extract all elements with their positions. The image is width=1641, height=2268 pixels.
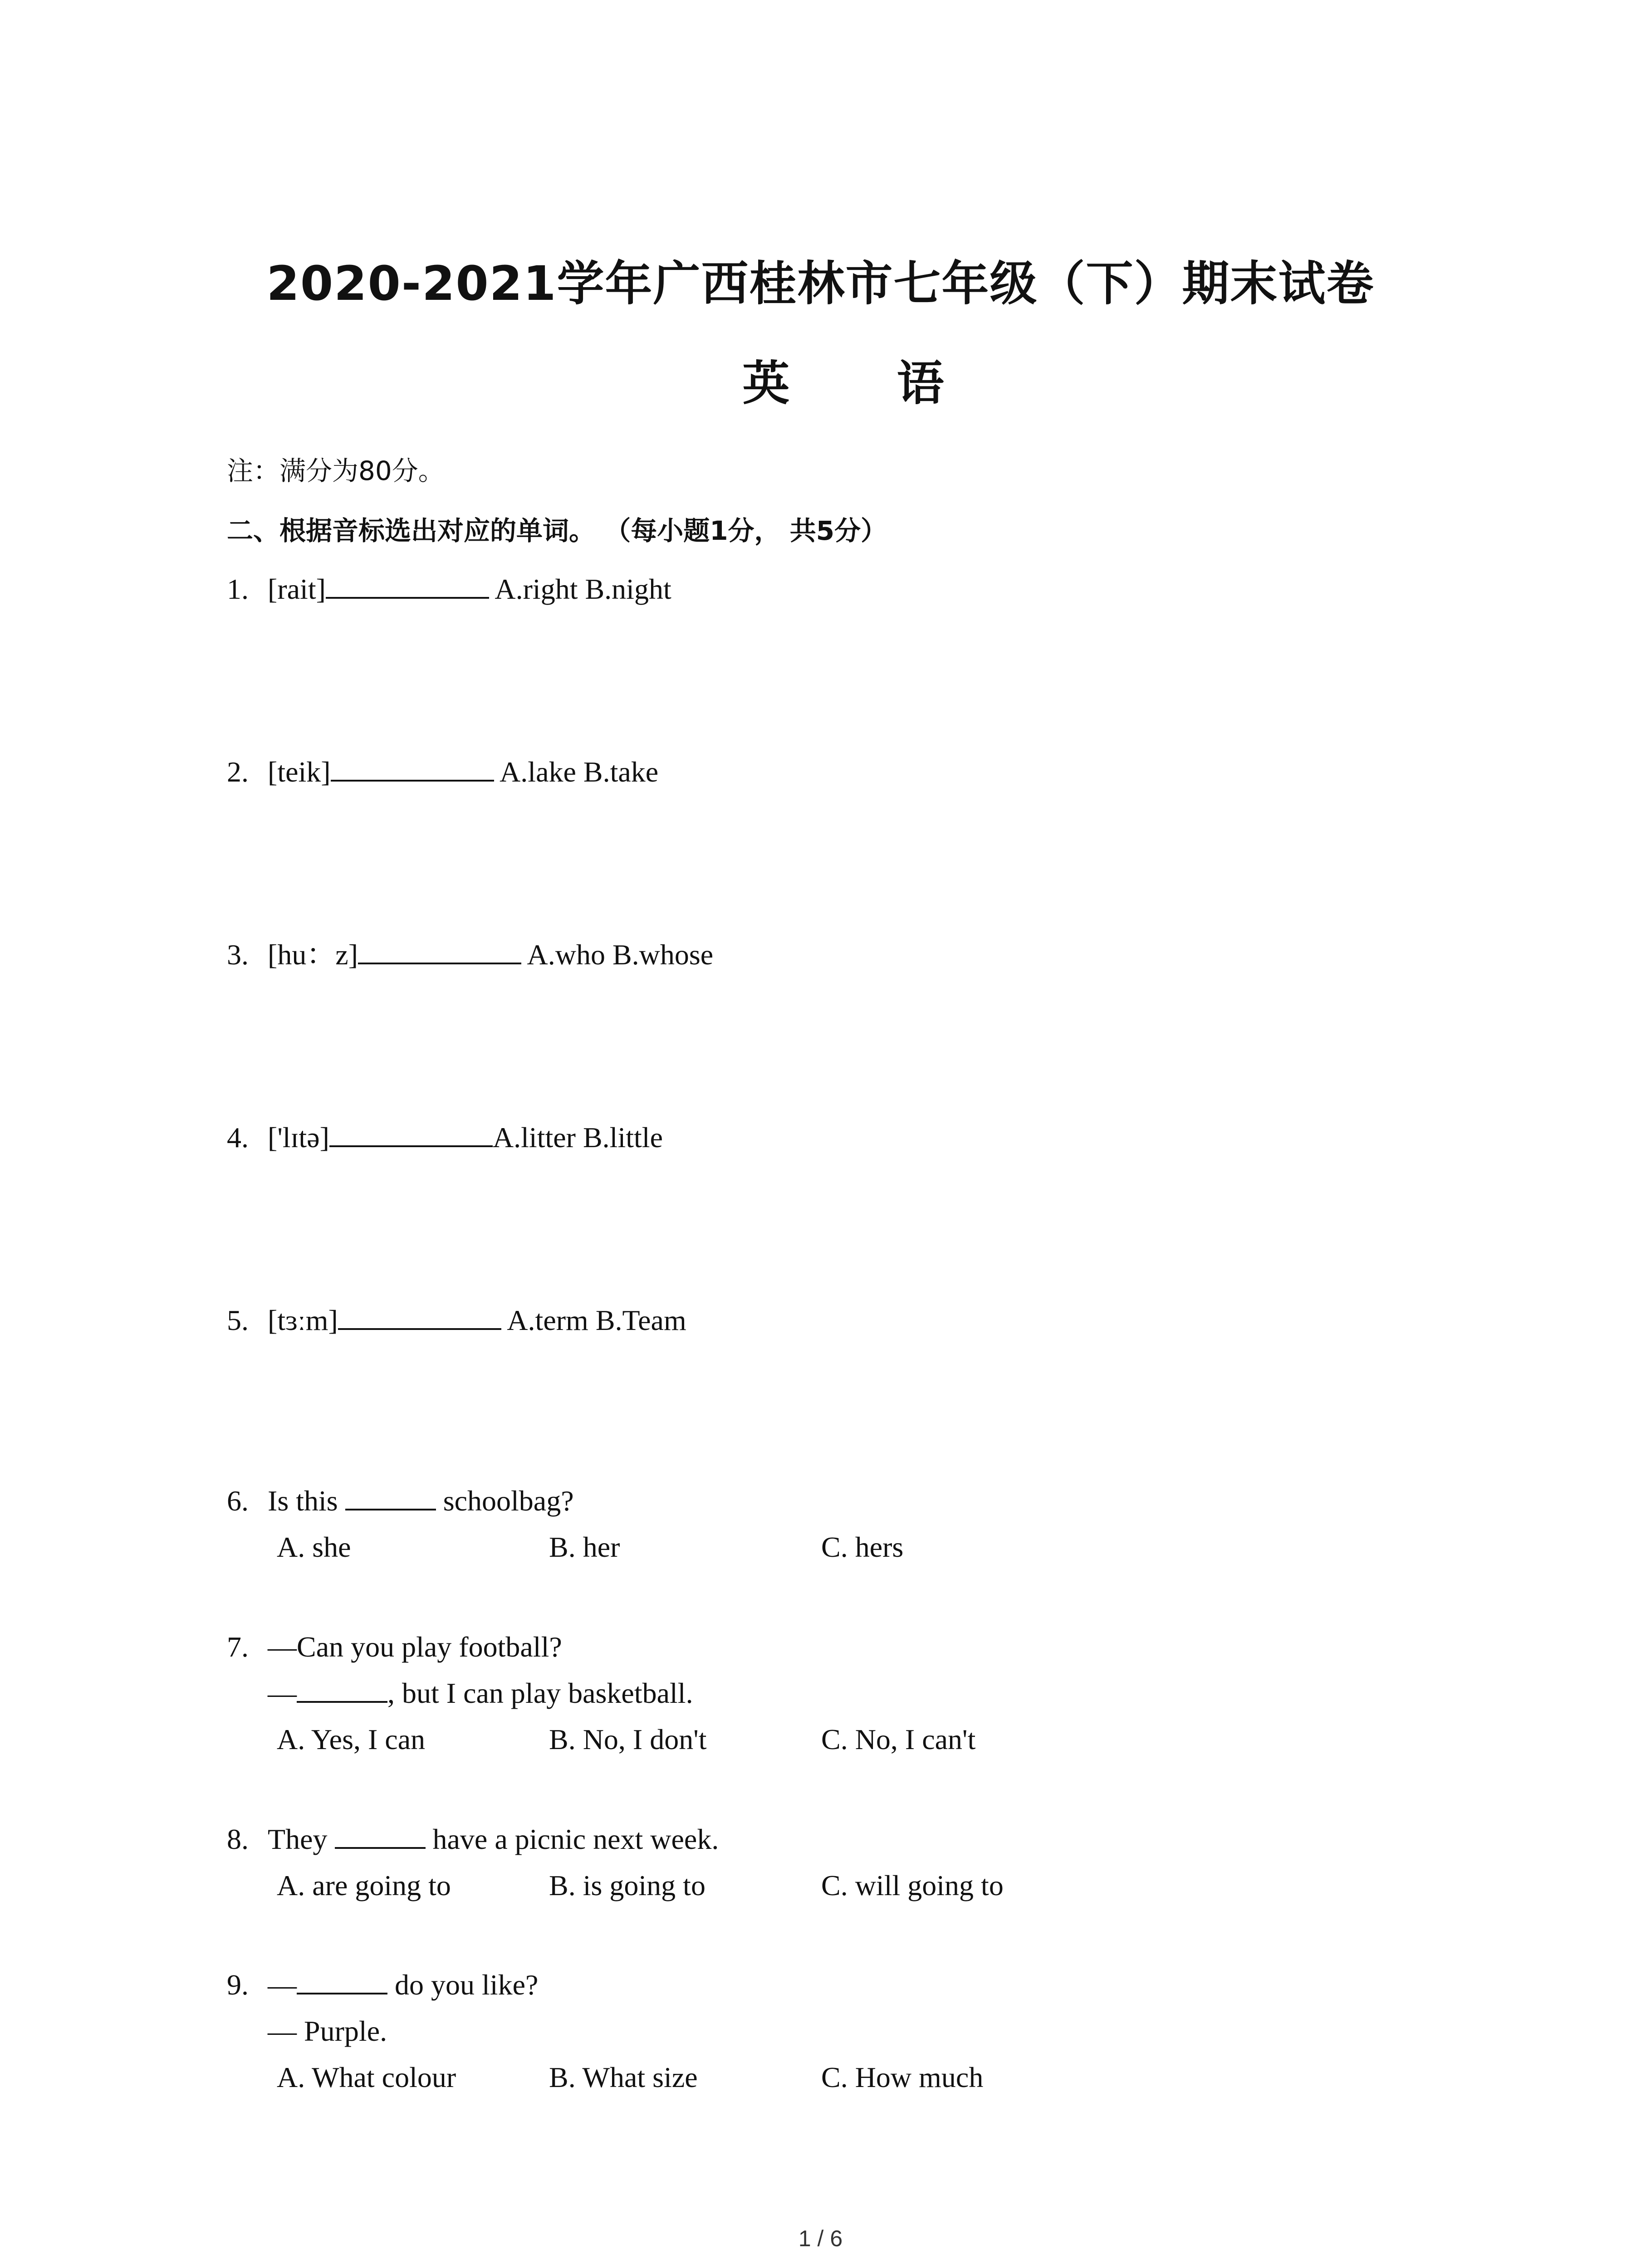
option-b[interactable]: B. her (549, 1531, 620, 1563)
question-number: 8. (227, 1823, 249, 1855)
question-number: 7. (227, 1631, 249, 1663)
phonetic-question-3 (227, 932, 713, 978)
answer-options: A.right B.night (495, 573, 671, 605)
phonetic-question-2 (227, 749, 658, 795)
question-number: 1. (227, 573, 249, 605)
option-a[interactable]: A. What colour (277, 2061, 456, 2093)
option-b[interactable]: B. is going to (549, 1869, 705, 1901)
phonetic-symbol: [hu：z] (268, 938, 358, 971)
phonetic-symbol: ['lɪtə] (268, 1121, 329, 1154)
answer-options: A.term B.Team (507, 1304, 686, 1336)
exam-subject: 英 语 (742, 356, 989, 411)
answer-blank[interactable] (297, 1675, 387, 1703)
choice-question-7 (227, 1624, 975, 1763)
answer-choices (227, 1862, 1004, 1909)
question-number: 6. (227, 1485, 249, 1517)
option-c[interactable]: C. hers (821, 1531, 904, 1563)
phonetic-question-5 (227, 1297, 686, 1344)
answer-choices (227, 1524, 903, 1570)
choice-question-8 (227, 1816, 1004, 1909)
answer-options: A.who B.whose (527, 938, 714, 971)
choice-question-9 (227, 1962, 983, 2101)
question-stem-reply: — Purple. (268, 2015, 387, 2047)
answer-choices (227, 2054, 983, 2101)
answer-blank[interactable] (326, 571, 489, 599)
option-c[interactable]: C. will going to (821, 1869, 1004, 1901)
question-stem: 9. — do you like? (227, 1962, 983, 2008)
question-number: 3. (227, 938, 249, 971)
answer-blank[interactable] (297, 1966, 387, 1994)
question-number: 5. (227, 1304, 249, 1336)
phonetic-question-1 (227, 566, 671, 612)
answer-options: A.litter B.little (492, 1121, 663, 1154)
option-a[interactable]: A. she (277, 1531, 351, 1563)
answer-blank[interactable] (331, 753, 494, 782)
answer-blank[interactable] (345, 1482, 436, 1510)
score-note: 注：满分为80分。 (227, 455, 445, 486)
option-a[interactable]: A. Yes, I can (277, 1723, 426, 1755)
question-stem: 8. They have a picnic next week. (227, 1816, 1004, 1862)
answer-blank[interactable] (335, 1821, 426, 1849)
answer-blank[interactable] (329, 1119, 493, 1147)
question-number: 9. (227, 1969, 249, 2001)
option-c[interactable]: C. No, I can't (821, 1723, 976, 1755)
question-stem-reply: — , but I can play basketball. (227, 1670, 975, 1716)
section-heading: 二、根据音标选出对应的单词。 （每小题1分， 共5分） (227, 515, 887, 546)
answer-options: A.lake B.take (500, 756, 659, 788)
phonetic-symbol: [teik] (268, 756, 331, 788)
phonetic-symbol: [tɜːm] (268, 1304, 338, 1336)
option-c[interactable]: C. How much (821, 2061, 984, 2093)
question-number: 4. (227, 1121, 249, 1154)
phonetic-question-4 (227, 1114, 663, 1161)
question-stem: 7. —Can you play football? (227, 1624, 975, 1670)
choice-question-6 (227, 1478, 903, 1570)
answer-blank[interactable] (338, 1302, 501, 1330)
question-number: 2. (227, 756, 249, 788)
page-number: 1 / 6 (798, 2226, 843, 2251)
question-stem: 6. Is this schoolbag? (227, 1478, 903, 1524)
exam-title: 2020-2021学年广西桂林市七年级（下）期末试卷 (266, 256, 1375, 311)
phonetic-symbol: [rait] (268, 573, 326, 605)
option-a[interactable]: A. are going to (277, 1869, 451, 1901)
answer-blank[interactable] (358, 936, 521, 964)
answer-choices (227, 1716, 975, 1763)
option-b[interactable]: B. What size (549, 2061, 698, 2093)
option-b[interactable]: B. No, I don't (549, 1723, 707, 1755)
